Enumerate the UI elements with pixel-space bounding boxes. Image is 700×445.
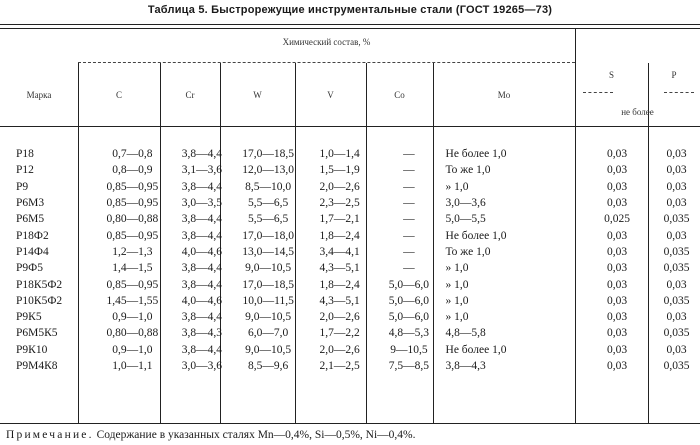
table-cell: 1,7—2,2 <box>319 327 360 340</box>
table-cell: 17,0—18,0 <box>242 229 295 242</box>
note-text: Содержание в указанных сталях Mn—0,4%, Si—0,5%, Ni—0,4%. <box>96 429 416 441</box>
table-cell: 1,7—2,1 <box>319 213 360 226</box>
table-cell: 2,0—2,6 <box>319 180 360 193</box>
table-cell: 3,8—4,4 <box>181 262 223 275</box>
mo-header: Mo <box>497 90 511 100</box>
table-cell: 3,8—4,4 <box>181 311 223 324</box>
table-row <box>0 244 700 260</box>
table-cell: 0,80—0,88 <box>106 327 159 340</box>
table-cell: » 1,0 <box>445 278 469 291</box>
table-cell: 0,85—0,95 <box>106 278 159 291</box>
table-cell: Не более 1,0 <box>445 343 507 356</box>
table-cell: 3,8—4,3 <box>445 360 486 372</box>
table-row <box>0 293 700 309</box>
table-cell: — <box>403 245 415 258</box>
table-cell: — <box>403 180 415 193</box>
table-cell: 0,025 <box>604 213 631 226</box>
table-cell: 0,03 <box>607 327 628 340</box>
table-cell: 4,3—5,1 <box>319 262 360 275</box>
table-cell: — <box>403 197 415 210</box>
table-cell: 9,0—10,5 <box>245 343 292 356</box>
table-cell: 0,80—0,88 <box>106 213 159 226</box>
table-cell: 3,8—4,4 <box>181 148 223 161</box>
table-cell: » 1,0 <box>445 262 469 275</box>
p-header: P <box>671 70 677 80</box>
steel-grade: Р10К5Ф2 <box>16 294 63 307</box>
table-cell: 0,8—0,9 <box>112 164 153 177</box>
table-cell: 1,8—2,4 <box>319 278 360 291</box>
table-cell: 2,3—2,5 <box>319 197 360 210</box>
table-cell: 0,035 <box>663 245 690 258</box>
table-cell: 0,85—0,95 <box>106 229 159 242</box>
table-cell: 3,8—4,4 <box>181 278 223 291</box>
table-cell: 0,03 <box>607 311 628 324</box>
table-cell: 17,0—18,5 <box>242 148 295 161</box>
table-row <box>0 358 700 374</box>
table-cell: 8,5—9,6 <box>248 360 289 372</box>
table-cell: 1,45—1,55 <box>106 294 159 307</box>
table-cell: То же 1,0 <box>445 164 491 177</box>
table-cell: » 1,0 <box>445 294 469 307</box>
table-row <box>0 146 700 162</box>
table-title: Таблица 5. Быстрорежущие инструментальные стали (ГОСТ 19265—73) <box>147 4 553 16</box>
note-label: Примечание. <box>6 429 94 441</box>
chem-underline <box>78 62 575 63</box>
table-cell: 0,03 <box>607 360 628 372</box>
table-cell: 1,5—1,9 <box>319 164 360 177</box>
table-cell: 17,0—18,5 <box>242 278 295 291</box>
table-cell: 10,0—11,5 <box>242 294 294 307</box>
table-cell: 0,03 <box>607 294 628 307</box>
table-cell: Не более 1,0 <box>445 229 507 242</box>
table-cell: 0,9—1,0 <box>112 311 153 324</box>
table-row <box>0 195 700 211</box>
mark-header: Марка <box>26 90 52 100</box>
table-cell: » 1,0 <box>445 311 469 324</box>
steel-grade: Р18К5Ф2 <box>16 278 63 291</box>
table-cell: » 1,0 <box>445 180 469 193</box>
table-cell: 0,85—0,95 <box>106 180 159 193</box>
table-cell: 0,03 <box>666 164 687 177</box>
table-cell: Не более 1,0 <box>445 148 507 161</box>
table-cell: 0,03 <box>666 197 687 210</box>
steel-grade: Р18 <box>16 148 34 161</box>
table-cell: 12,0—13,0 <box>242 164 295 177</box>
table-cell: 3,8—4,4 <box>181 343 223 356</box>
top-rule <box>0 24 700 25</box>
table-cell: 0,03 <box>607 164 628 177</box>
table-cell: 0,03 <box>607 197 628 210</box>
table-row <box>0 342 700 358</box>
c-header: C <box>115 90 122 100</box>
table-cell: 0,035 <box>663 294 690 307</box>
table-cell: 5,0—6,0 <box>388 278 430 291</box>
table-cell: 0,03 <box>666 311 687 324</box>
v-header: V <box>327 90 334 100</box>
table-cell: 4,0—4,6 <box>181 294 223 307</box>
table-cell: 5,0—6,0 <box>388 311 430 324</box>
table-cell: 0,03 <box>666 278 687 291</box>
table-cell: 4,0—4,6 <box>181 245 223 258</box>
table-cell: 0,035 <box>663 360 690 372</box>
co-header: Co <box>394 90 405 100</box>
cr-header: Cr <box>185 90 195 100</box>
table-cell: 3,0—3,6 <box>445 197 486 210</box>
table-cell: 1,4—1,5 <box>112 262 153 275</box>
table-row <box>0 309 700 325</box>
sp-dash-right <box>664 92 694 93</box>
table-cell: 4,8—5,3 <box>388 327 430 340</box>
table-cell: — <box>403 164 415 177</box>
table-cell: 9,0—10,5 <box>245 311 292 324</box>
chem-header: Химический состав, % <box>282 37 371 47</box>
table-cell: 3,8—4,4 <box>181 180 223 193</box>
bottom-rule <box>0 423 700 424</box>
table-cell: 0,03 <box>607 262 628 275</box>
steel-grade: Р9К5 <box>16 311 42 324</box>
table-cell: 3,8—4,4 <box>181 213 223 226</box>
table-cell: 0,03 <box>607 148 628 161</box>
steel-grade: Р14Ф4 <box>16 245 49 258</box>
table-cell: 6,0—7,0 <box>248 327 289 340</box>
table-cell: 5,0—5,5 <box>445 213 486 226</box>
table-cell: — <box>403 229 415 242</box>
table-cell: 1,0—1,1 <box>112 360 153 372</box>
steel-grade: Р9К10 <box>16 343 48 356</box>
table-cell: 3,8—4,4 <box>181 229 223 242</box>
table-cell: — <box>403 213 415 226</box>
header-top-rule <box>0 28 700 29</box>
table-cell: 0,03 <box>666 343 687 356</box>
table-cell: 0,03 <box>666 229 687 242</box>
table-cell: 1,2—1,3 <box>112 245 153 258</box>
table-cell: 0,9—1,0 <box>112 343 153 356</box>
table-row <box>0 227 700 243</box>
table-cell: 4,8—5,8 <box>445 327 486 340</box>
table-cell: 0,85—0,95 <box>106 197 159 210</box>
steel-grade: Р9Ф5 <box>16 262 43 275</box>
table-cell: 0,03 <box>607 229 628 242</box>
table-cell: 0,03 <box>607 278 628 291</box>
steel-grade: Р9 <box>16 180 29 193</box>
table-cell: — <box>403 148 415 161</box>
table-row <box>0 276 700 292</box>
table-cell: 0,035 <box>663 213 690 226</box>
table-note <box>6 429 416 441</box>
s-header: S <box>608 70 614 80</box>
steel-grade: Р9М4К8 <box>16 360 58 372</box>
table-cell: 9—10,5 <box>390 343 428 356</box>
not-more-header: не более <box>621 107 654 117</box>
table-cell: 1,8—2,4 <box>319 229 360 242</box>
table-row <box>0 179 700 195</box>
w-header: W <box>253 90 262 100</box>
table-cell: 1,0—1,4 <box>319 148 360 161</box>
table-row <box>0 211 700 227</box>
table-cell: 3,0—3,6 <box>181 360 223 372</box>
table-cell: 0,035 <box>663 262 690 275</box>
table-cell: 2,0—2,6 <box>319 311 360 324</box>
table-cell: — <box>403 262 415 275</box>
table-cell: 3,4—4,1 <box>319 245 360 258</box>
table-cell: 0,03 <box>666 180 687 193</box>
table-cell: 0,03 <box>607 180 628 193</box>
steel-grade: Р18Ф2 <box>16 229 49 242</box>
table-cell: 0,035 <box>663 327 690 340</box>
table-cell: 8,5—10,0 <box>245 180 292 193</box>
table-cell: 0,03 <box>607 245 628 258</box>
table-row <box>0 162 700 178</box>
table-cell: 0,03 <box>607 343 628 356</box>
table-cell: 13,0—14,5 <box>242 245 295 258</box>
table-cell: 4,3—5,1 <box>319 294 360 307</box>
table-cell: 3,0—3,5 <box>181 197 223 210</box>
table-cell: 5,5—6,5 <box>248 213 289 226</box>
steel-table <box>0 146 700 374</box>
table-cell: 0,7—0,8 <box>112 148 153 161</box>
table-cell: 5,0—6,0 <box>388 294 430 307</box>
steel-grade: Р12 <box>16 164 34 177</box>
table-cell: 5,5—6,5 <box>248 197 289 210</box>
table-cell: 9,0—10,5 <box>245 262 292 275</box>
header-bottom-rule <box>0 126 700 127</box>
steel-grade: Р6М5 <box>16 213 45 226</box>
table-cell: 3,1—3,6 <box>181 164 223 177</box>
steel-grade: Р6М3 <box>16 197 45 210</box>
table-cell: То же 1,0 <box>445 245 491 258</box>
table-cell: 2,0—2,6 <box>319 343 360 356</box>
table-row <box>0 260 700 276</box>
table-cell: 2,1—2,5 <box>319 360 360 372</box>
sp-dash-left <box>583 92 613 93</box>
table-cell: 3,8—4,3 <box>181 327 223 340</box>
table-row <box>0 325 700 341</box>
steel-grade: Р6М5К5 <box>16 327 58 340</box>
table-cell: 0,03 <box>666 148 687 161</box>
table-cell: 7,5—8,5 <box>388 360 430 372</box>
